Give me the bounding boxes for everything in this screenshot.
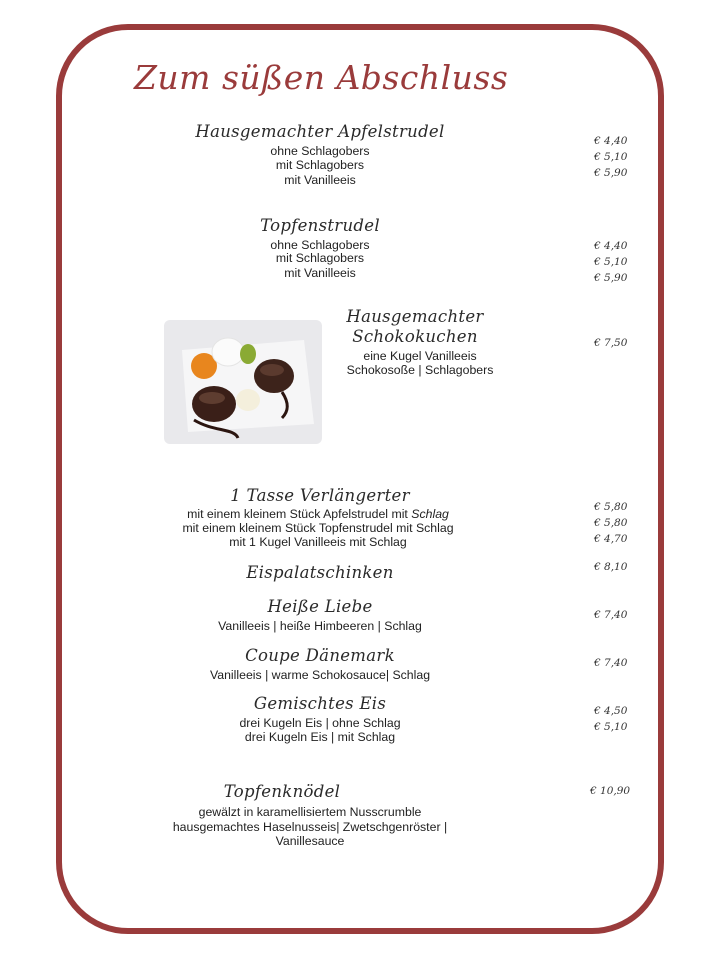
item-name-gemischtes-eis: Gemischtes Eis: [253, 694, 387, 713]
item-name-heisse-liebe: Heiße Liebe: [267, 597, 373, 616]
item-price: € 5,90: [594, 272, 628, 284]
item-option: ohne Schlagobers: [270, 238, 370, 252]
item-price: € 5,80: [594, 517, 628, 529]
item-price: € 7,50: [594, 337, 628, 349]
item-option: ohne Schlagobers: [270, 144, 370, 158]
item-desc: Vanilleeis | warme Schokosauce| Schlag: [209, 668, 431, 682]
page-title: Zum süßen Abschluss: [134, 58, 509, 97]
item-price: € 4,50: [594, 705, 628, 717]
item-option: mit 1 Kugel Vanilleeis mit Schlag: [229, 535, 407, 549]
item-desc: hausgemachtes Haselnusseis| Zwetschgenröster |: [172, 820, 448, 834]
item-option-italic: Schlag: [411, 507, 449, 521]
item-name-verlaengerter: 1 Tasse Verlängerter: [230, 486, 410, 505]
item-price: € 5,10: [594, 151, 628, 163]
item-name-topfenstrudel: Topfenstrudel: [260, 216, 380, 235]
item-price: € 5,10: [594, 721, 628, 733]
item-name-eispalatschinken: Eispalatschinken: [246, 563, 394, 582]
item-price: € 7,40: [594, 657, 628, 669]
item-price: € 5,10: [594, 256, 628, 268]
item-option: mit Vanilleeis: [284, 266, 356, 280]
item-desc: gewälzt in karamellisiertem Nusscrumble: [198, 805, 422, 819]
item-price: € 10,90: [590, 785, 631, 797]
item-option-text: mit einem kleinem Stück Apfelstrudel mit: [187, 507, 408, 521]
item-option: mit Schlagobers: [275, 251, 365, 265]
item-option: drei Kugeln Eis | ohne Schlag: [239, 716, 401, 730]
item-desc: eine Kugel Vanilleeis: [363, 349, 477, 363]
item-desc: Schokosoße | Schlagobers: [346, 363, 494, 377]
item-price: € 4,70: [594, 533, 628, 545]
item-price: € 5,80: [594, 501, 628, 513]
item-option: drei Kugeln Eis | mit Schlag: [244, 730, 396, 744]
item-name-schokokuchen-line2: Schokokuchen: [352, 327, 478, 346]
item-name-apfelstrudel: Hausgemachter Apfelstrudel: [195, 122, 445, 141]
item-desc: Vanillesauce: [275, 834, 345, 848]
item-option: mit Schlagobers: [275, 158, 365, 172]
chocolate-cake-photo: [164, 320, 322, 444]
item-price: € 7,40: [594, 609, 628, 621]
item-option: [140, 507, 496, 521]
item-price: € 5,90: [594, 167, 628, 179]
item-desc: Vanilleeis | heiße Himbeeren | Schlag: [218, 619, 422, 633]
item-price: € 8,10: [594, 561, 628, 573]
item-name-schokokuchen-line1: Hausgemachter: [346, 307, 484, 326]
item-name-coupe-daenemark: Coupe Dänemark: [245, 646, 395, 665]
item-option: mit einem kleinem Stück Topfenstrudel mit Schlag: [182, 521, 454, 535]
item-price: € 4,40: [594, 240, 628, 252]
item-name-topfenknoedel: Topfenknödel: [223, 782, 341, 801]
item-price: € 4,40: [594, 135, 628, 147]
item-option: mit Vanilleeis: [284, 173, 356, 187]
